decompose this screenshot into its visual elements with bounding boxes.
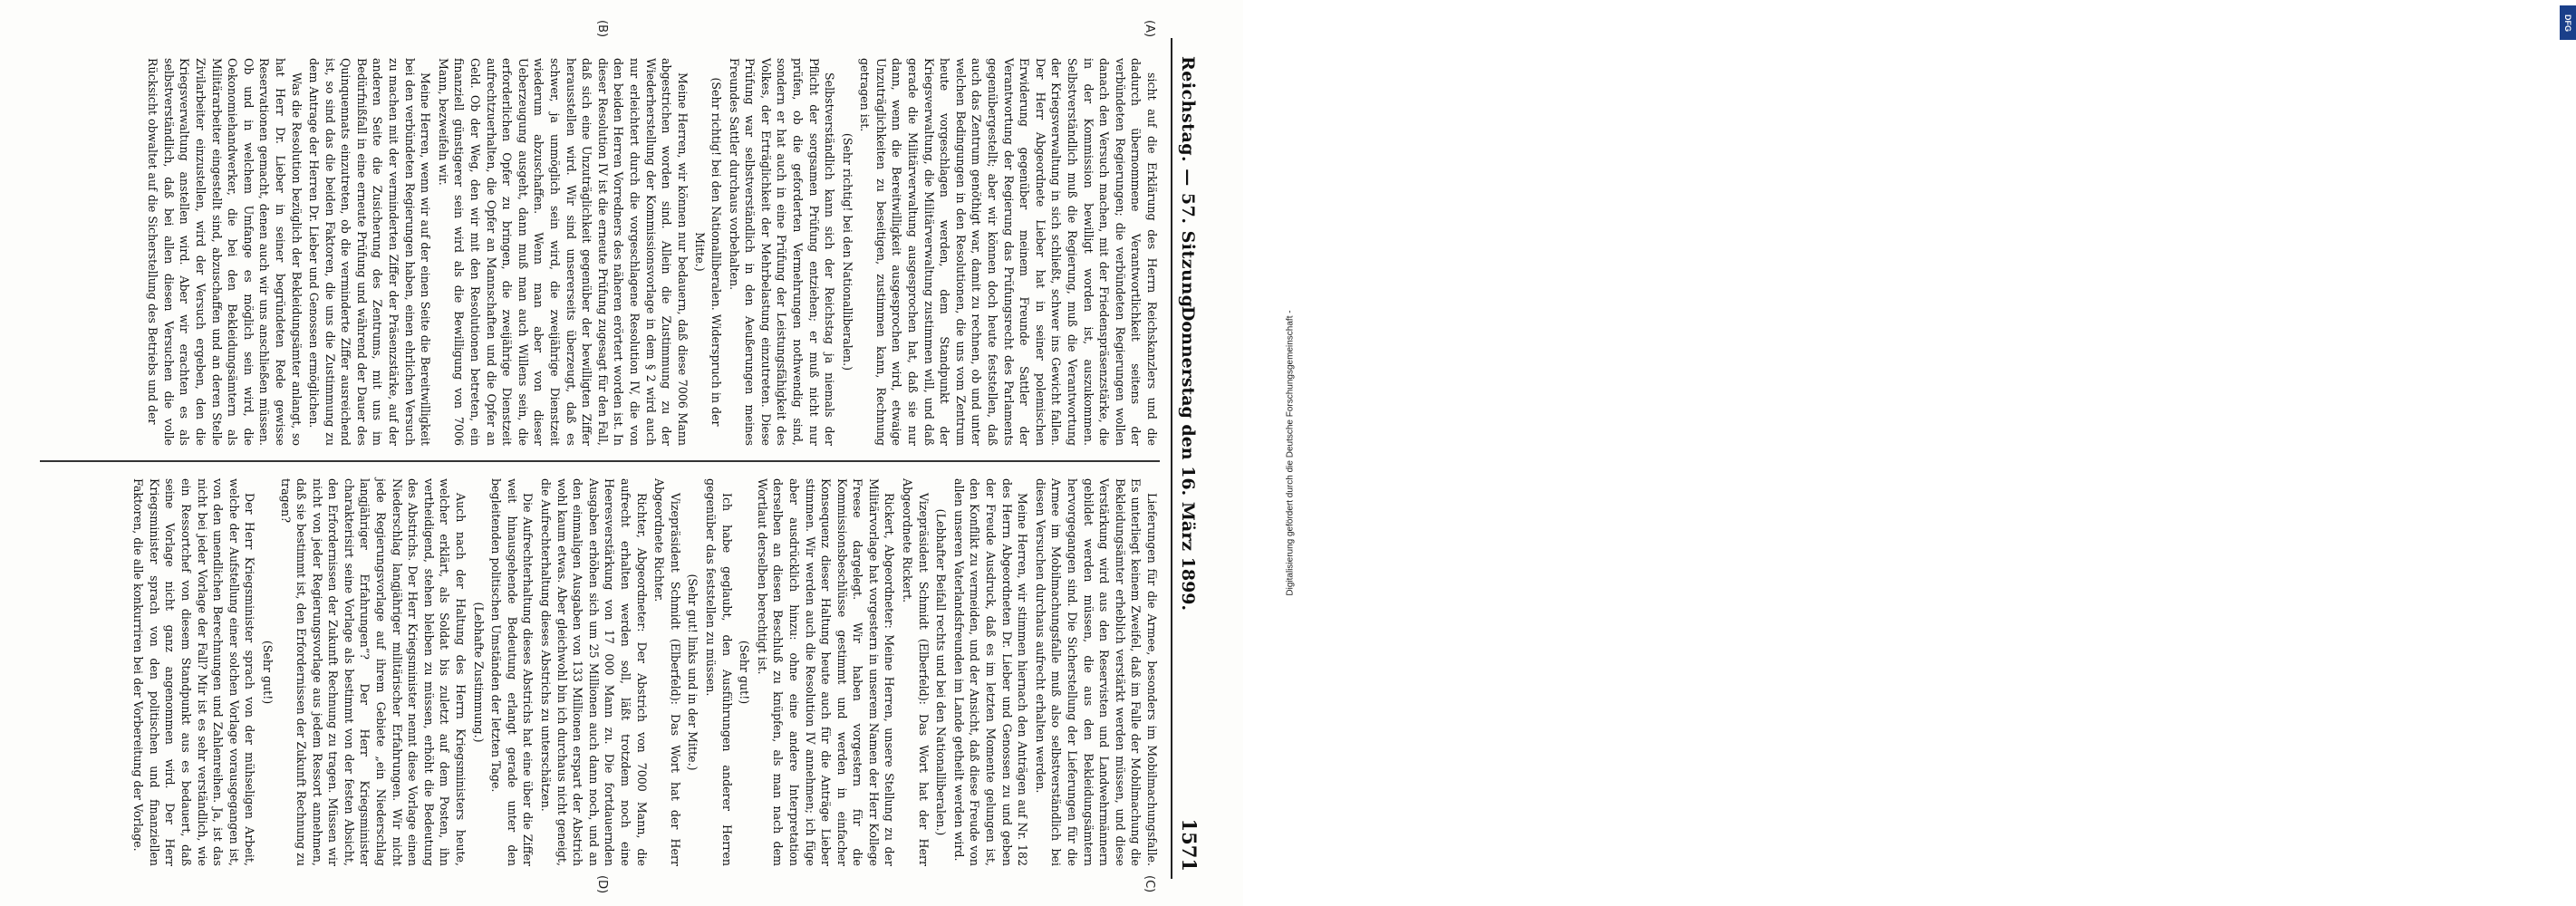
document-page: [0, 0, 1243, 906]
margin-mark-b: (B): [595, 20, 609, 38]
interjection: (Sehr richtig! bei den Nationalliberalen.): [840, 132, 854, 371]
header-session: Reichstag. — 57. Sitzung.: [1178, 56, 1198, 314]
paragraph: Meine Herren, wir können nur bedauern, daß diese 7006 Mann abgestrichen worden sind. Allein die Zustimmung zu der Wiederherstellung der Kommissionsvorlage in dem § 2 wird auch nur erleichtert durch die vorgeschlagene Resolution IV, die von den beiden Herren Vorredners des näheren erörtert worden ist. In dieser Resolution IV ist die erneute Prüfung zugesagt für den Fall, daß sich eine Unzuträglichkeit gegenüber der bewilligten Ziffer herausstellen wird. Wir sind unsererseits überzeugt, daß es schwer, ja unmöglich sein wird, die zweijährige Dienstzeit wiederum abzuschaffen. Wenn man aber von dieser Ueberzeugung ausgeht, dann muß man auch Willens sein, die erforderlichen Opfer zu bringen, die zweijährige Dienstzeit aufrechtzuerhalten, die Opfer an Mannschaften und die Opfer an Geld. Ob der Weg, den wir mit den Resolutionen betreten, ein finanziell günstigerer sein wird als die Bewilligung von 7006 Mann, bezweifeln wir.: [436, 58, 690, 446]
right-column: [36, 478, 1160, 866]
interjection: (Sehr richtig! bei den Nationalliberalen. Widerspruch in der Mitte.): [693, 77, 723, 427]
paragraph: Selbstverständlich kann sich der Reichstag ja niemals der Pflicht der sorgsamen Prüfung entziehen; er muß nicht nur prüfen, ob die geforderten Vermehrungen nothwendig sind, sondern er hat auch in eine Prüfung der Leistungsfähigkeit des Volkes, der Erträglichkeit der Mehrbelastung einzutreten. Diese Prüfung war selbstverständlich in den Aeußerungen meines Freundes Sattler durchaus vorbehalten.: [727, 58, 837, 446]
paragraph: sicht auf die Erklärung des Herrn Reichskanzlers und die dadurch übernommene Verantwortlichkeit seitens der verbündeten Regierungen; die verbündeten Regierungen wollen danach den Versuch machen, mit der Friedenspräsenzstärke, die in der Kommission bewilligt worden ist, auszukommen. Selbstverständlich muß die Regierung, muß die Verantwortung der Kriegsverwaltung in sich schließt, schwer ins Gewicht fallen. Der Herr Abgeordnete Lieber hat in seiner polemischen Erwiderung gegenüber meinem Freunde Sattler der Verantwortung der Regierung das Prüfungsrecht des Parlaments gegenübergestellt; aber wir können doch heute feststellen, daß auch das Zentrum genöthigt war, damit zu rechnen, ob und unter welchen Bedingungen in den Resolutionen, die uns vom Zentrum heute vorgeschlagen werden, dem Standpunkt der Kriegsverwaltung, die Militärverwaltung zustimmen will, und daß gerade die Militärverwaltung ausgesprochen hat, daß sie nur dann, wenn die Bereitwilligkeit ausgesprochen wird, etwaige Unzuträglichkeiten zu beseitigen, zustimmen kann, Rechnung getragen ist.: [858, 58, 1159, 446]
paragraph: Was die Resolution bezüglich der Bekleidungsämter anlangt, so hat Herr Dr. Lieber in seiner begründeten Rede gewisse Reservationen gemacht, denen auch wir uns anschließen müssen. Ob und in welchem Umfange es möglich sein wird, die Oekonomiehandwerker, die bei den Bekleidungsämtern als Militärarbeiter eingestellt sind, abzuschaffen und an deren Stelle Zivilarbeiter einzustellen, wird der Versuch ergeben, den die Kriegsverwaltung anstellen wird. Aber wir erachten es als selbstverständlich, daß bei allen diesen Versuchen die volle Rücksicht obwaltet auf die Sicherstellung des Betriebs und der: [146, 58, 304, 446]
paragraph: Richter, Abgeordneter: Der Abstrich von 7000 Mann, die aufrecht erhalten werden soll, läßt trotzdem noch eine Heeresverstärkung von 17 000 Mann zu. Die fortdauernden Ausgaben erhöhen sich um 25 Millionen auch dann noch, und an den einmaligen Ausgaben von 133 Millionen erspart der Abstrich wohl kaum etwas. Aber gleichwohl bin ich durchaus nicht geneigt, die Aufrechterhaltung dieses Abstrichs zu unterschätzen.: [539, 478, 649, 866]
paragraph: Die Aufrechterhaltung dieses Abstrichs hat eine über die Ziffer weit hinausgehende Bedeutung erlangt gerade unter den begleitenden politischen Umständen der letzten Tage.: [489, 478, 535, 866]
interjection: (Sehr gut! links und in der Mitte.): [686, 573, 700, 771]
paragraph: Meine Herren, wir stimmen hiernach den Anträgen auf Nr. 182 des Herrn Abgeordneten Dr. Lieber und Genossen zu und geben der Freude Ausdruck, daß es im letzten Momente gelungen ist, den Konflikt zu vermeiden, und der Ansicht, daß diese Freude von allen unseren Vaterlandsfreunden im Lande getheilt werden wird.: [951, 478, 1030, 866]
interjection: (Lebhafte Zustimmung.): [471, 602, 486, 743]
interjection: (Sehr gut!): [260, 640, 275, 705]
margin-mark-a: (A): [1143, 20, 1156, 38]
margin-mark-c: (C): [1143, 875, 1156, 893]
interjection: (Sehr gut!): [738, 640, 752, 705]
speaker-line: Vizepräsident Schmidt (Elberfeld): Das Wort hat der Herr Abgeordnete Rickert.: [901, 478, 931, 866]
paragraph: Auch nach der Haltung des Herrn Kriegsministers heute, welcher erklärt, als Soldat bis zuletzt auf dem Posten, ihn vertheidigend, stehen bleiben zu müssen, erhöht die Bedeutung des Abstrichs. Der Herr Kriegsminister nennt diese Vorlage einen Niederschlag langjähriger militärischer Erfahrungen. Wir nicht jede Regierungsvorlage auf ihrem Gebiete „ein Niederschlag langjähriger Erfahrungen“? Der Herr Kriegsminister charakterisirt seine Vorlage als bestimmt von der festen Absicht, den Erfordernissen der Zukunft Rechnung zu tragen. Müssen wir nicht von jeder Regierungsvorlage aus jedem Ressort annehmen, daß sie bestimmt ist, den Erfordernissen der Zukunft Rechnung zu tragen?: [278, 478, 468, 866]
dfg-logo: DFG: [2560, 5, 2576, 40]
page-number: 1571: [1178, 818, 1201, 872]
digitization-note: Digitalisierung gefördert durch die Deutsche Forschungsgemeinschaft -: [1285, 310, 1296, 596]
paragraph: Ich habe geglaubt, den Ausführungen anderer Herren gegenüber das feststellen zu müssen.: [703, 478, 734, 866]
page-header: [1171, 38, 1209, 879]
column-divider: [40, 460, 1160, 462]
paragraph: Meine Herren, wenn wir auf der einen Seite die Bereitwilligkeit bei den verbündeten Regierungen haben, einen ehrlichen Versuch zu machen mit der verminderten Ziffer der Präsenzstärke, auf der anderen Seite die Zusicherung des Zentrums, mit uns im Bedürfnißfall in eine erneute Prüfung und während der Dauer des Quinquennats einzutreten, ob die verminderte Ziffer ausreichend ist, so sind das die beiden Faktoren, die uns die Zustimmung zu dem Antrage der Herren Dr. Lieber und Genossen ermöglichen.: [307, 58, 433, 446]
margin-mark-d: (D): [595, 875, 609, 894]
paragraph: Lieferungen für die Armee, besonders im Mobilmachungsfalle. Es unterliegt keinem Zweifel, daß im Falle der Mobilmachung die Bekleidungsämter erheblich verstärkt werden müssen, und diese Verstärkung wird aus den Reservisten und Landwehrmännern gebildet werden müssen, die aus den Bekleidungsämtern hervorgegangen sind. Die Sicherstellung der Lieferungen für die Armee im Mobilmachungsfalle muß also selbstverständlich bei diesen Versuchen durchaus aufrecht erhalten werden.: [1033, 478, 1159, 866]
paragraph: Rickert, Abgeordneter: Meine Herren, unsere Stellung zu der Militärvorlage hat vorgestern in unserem Namen der Herr Kollege Freese dargelegt. Wir haben vorgestern für die Kommissionsbeschlüsse gestimmt und werden in einfacher Konsequenz dieser Haltung heute auch für die Anträge Lieber stimmen. Wir werden auch die Resolution IV annehmen; ich füge aber ausdrücklich hinzu: ohne eine andere Interpretation derselben an diesen Beschluß zu knüpfen, als man nach dem Wortlaut derselben berechtigt ist.: [755, 478, 897, 866]
speaker-line: Vizepräsident Schmidt (Elberfeld): Das Wort hat der Herr Abgeordnete Richter.: [652, 478, 682, 866]
header-date: Donnerstag den 16. März 1899.: [1178, 305, 1198, 612]
left-column: [36, 58, 1160, 446]
interjection: (Lebhafter Beifall rechts und bei den Nationalliberalen.): [934, 508, 949, 836]
paragraph: Der Herr Kriegsminister sprach von der mühseligen Arbeit, welche der Aufstellung einer solchen Vorlage vorausgegangen ist, von den unendlichen Berechnungen und Zahlenreihen. Ja, ist das nicht bei jeder Vorlage der Fall? Mir ist es sehr verständlich, wie ein Ressortchef von diesem Standpunkt aus es bedauert, daß seine Vorlage nicht ganz angenommen wird. Der Herr Kriegsminister sprach von den politischen und finanziellen Faktoren, die alle konkurriren bei der Vorbereitung der Vorlage.: [131, 478, 257, 866]
